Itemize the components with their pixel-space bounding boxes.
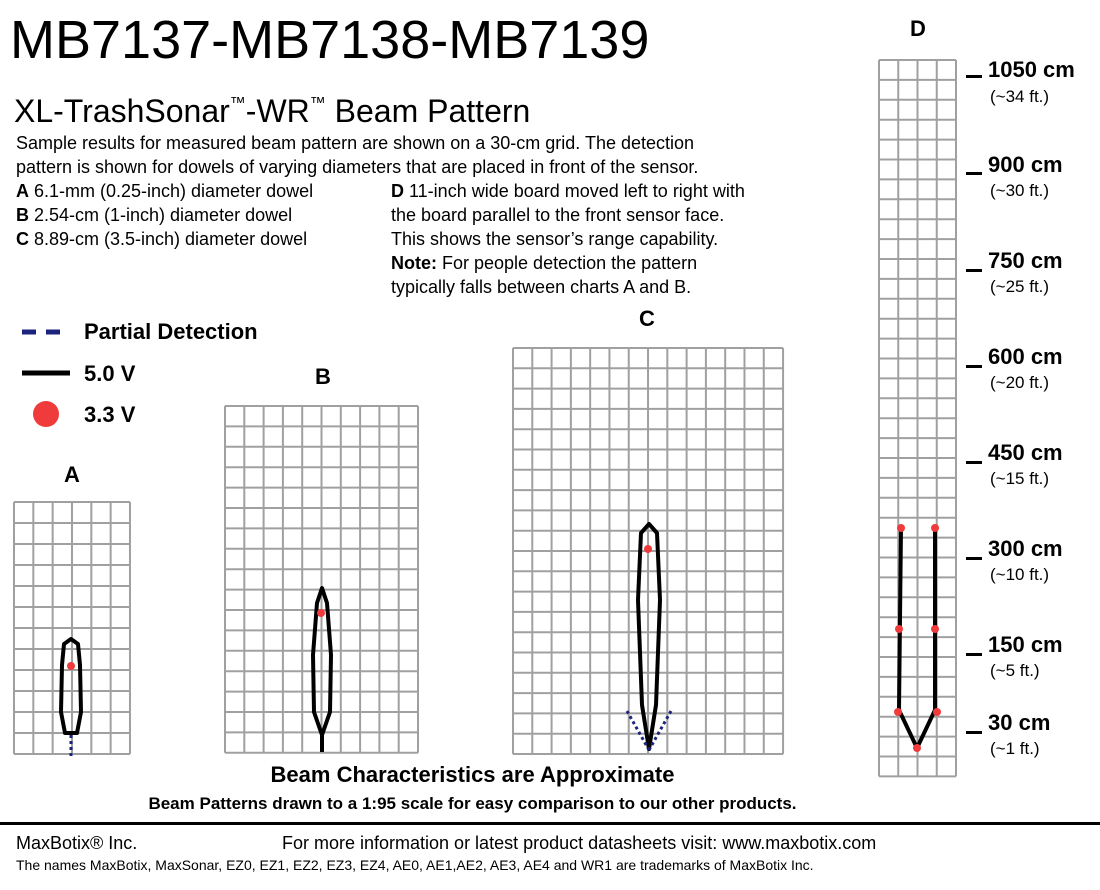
scale-tick xyxy=(966,461,982,464)
chart-c-label: C xyxy=(639,306,655,331)
legend-five-volt-label: 5.0 V xyxy=(84,361,136,386)
chart-d-label: D xyxy=(910,16,926,41)
description-note-line-2: typically falls between charts A and B. xyxy=(391,277,692,297)
scale-ft-label: (~15 ft.) xyxy=(990,469,1050,488)
chart-c-dot xyxy=(644,545,652,553)
description-d-line-3: This shows the sensor’s range capability. xyxy=(391,229,719,249)
scale-ft-label: (~1 ft.) xyxy=(990,739,1040,758)
scale-cm-label: 750 cm xyxy=(988,248,1063,273)
chart-d-dot xyxy=(894,708,902,716)
footer-company: MaxBotix® Inc. xyxy=(16,833,138,853)
chart-d-dot xyxy=(913,744,921,752)
chart-b-grid xyxy=(225,406,418,753)
scale-cm-label: 450 cm xyxy=(988,440,1063,465)
description-b: B 2.54-cm (1-inch) diameter dowel xyxy=(16,205,293,225)
scale-tick xyxy=(966,75,982,78)
scale-note: Beam Patterns drawn to a 1:95 scale for easy comparison to our other products. xyxy=(148,794,797,813)
scale-cm-label: 600 cm xyxy=(988,344,1063,369)
footer-info: For more information or latest product datasheets visit: www.maxbotix.com xyxy=(282,833,877,853)
description-a: A 6.1-mm (0.25-inch) diameter dowel xyxy=(16,181,314,201)
page-title: MB7137-MB7138-MB7139 xyxy=(10,10,650,70)
legend-three-volt-label: 3.3 V xyxy=(84,402,136,427)
chart-d-dot xyxy=(931,625,939,633)
chart-d-dot xyxy=(933,708,941,716)
legend-partial-label: Partial Detection xyxy=(84,319,258,344)
description-d-line-1: D 11-inch wide board moved left to right with xyxy=(391,181,745,201)
scale-cm-label: 300 cm xyxy=(988,536,1063,561)
description-c: C 8.89-cm (3.5-inch) diameter dowel xyxy=(16,229,308,249)
chart-d-dot xyxy=(931,524,939,532)
chart-d-dot xyxy=(897,524,905,532)
scale-tick xyxy=(966,557,982,560)
description-line-1: Sample results for measured beam pattern are shown on a 30-cm grid. The detection xyxy=(16,133,695,153)
scale-ft-label: (~20 ft.) xyxy=(990,373,1050,392)
footer-trademarks: The names MaxBotix, MaxSonar, EZ0, EZ1, EZ2, EZ3, EZ4, AE0, AE1,AE2, AE3, AE4 and WR1 are trademarks of MaxBotix Inc. xyxy=(16,857,814,873)
scale-cm-label: 1050 cm xyxy=(988,57,1075,82)
chart-d-grid xyxy=(879,60,956,776)
approximate-note: Beam Characteristics are Approximate xyxy=(270,762,675,787)
scale-cm-label: 150 cm xyxy=(988,632,1063,657)
chart-a-grid xyxy=(14,502,130,754)
scale-tick xyxy=(966,172,982,175)
description-note-line-1: Note: For people detection the pattern xyxy=(391,253,698,273)
page-subtitle: XL-TrashSonar™-WR™ Beam Pattern xyxy=(14,93,531,129)
scale-cm-label: 30 cm xyxy=(988,710,1051,735)
footer-divider xyxy=(0,822,1100,825)
scale-ft-label: (~25 ft.) xyxy=(990,277,1050,296)
chart-b-label: B xyxy=(315,364,331,389)
scale-cm-label: 900 cm xyxy=(988,152,1063,177)
chart-a-label: A xyxy=(64,462,80,487)
scale-ft-label: (~30 ft.) xyxy=(990,181,1050,200)
description-d-line-2: the board parallel to the front sensor face. xyxy=(391,205,725,225)
scale-ft-label: (~10 ft.) xyxy=(990,565,1050,584)
scale-ft-label: (~5 ft.) xyxy=(990,661,1040,680)
chart-b-dot xyxy=(317,609,325,617)
chart-d-dot xyxy=(895,625,903,633)
scale-tick xyxy=(966,365,982,368)
chart-a-dot xyxy=(67,662,75,670)
scale-ft-label: (~34 ft.) xyxy=(990,87,1050,106)
scale-tick xyxy=(966,731,982,734)
scale-tick xyxy=(966,653,982,656)
description-line-2: pattern is shown for dowels of varying diameters that are placed in front of the sensor. xyxy=(16,157,699,177)
scale-tick xyxy=(966,269,982,272)
